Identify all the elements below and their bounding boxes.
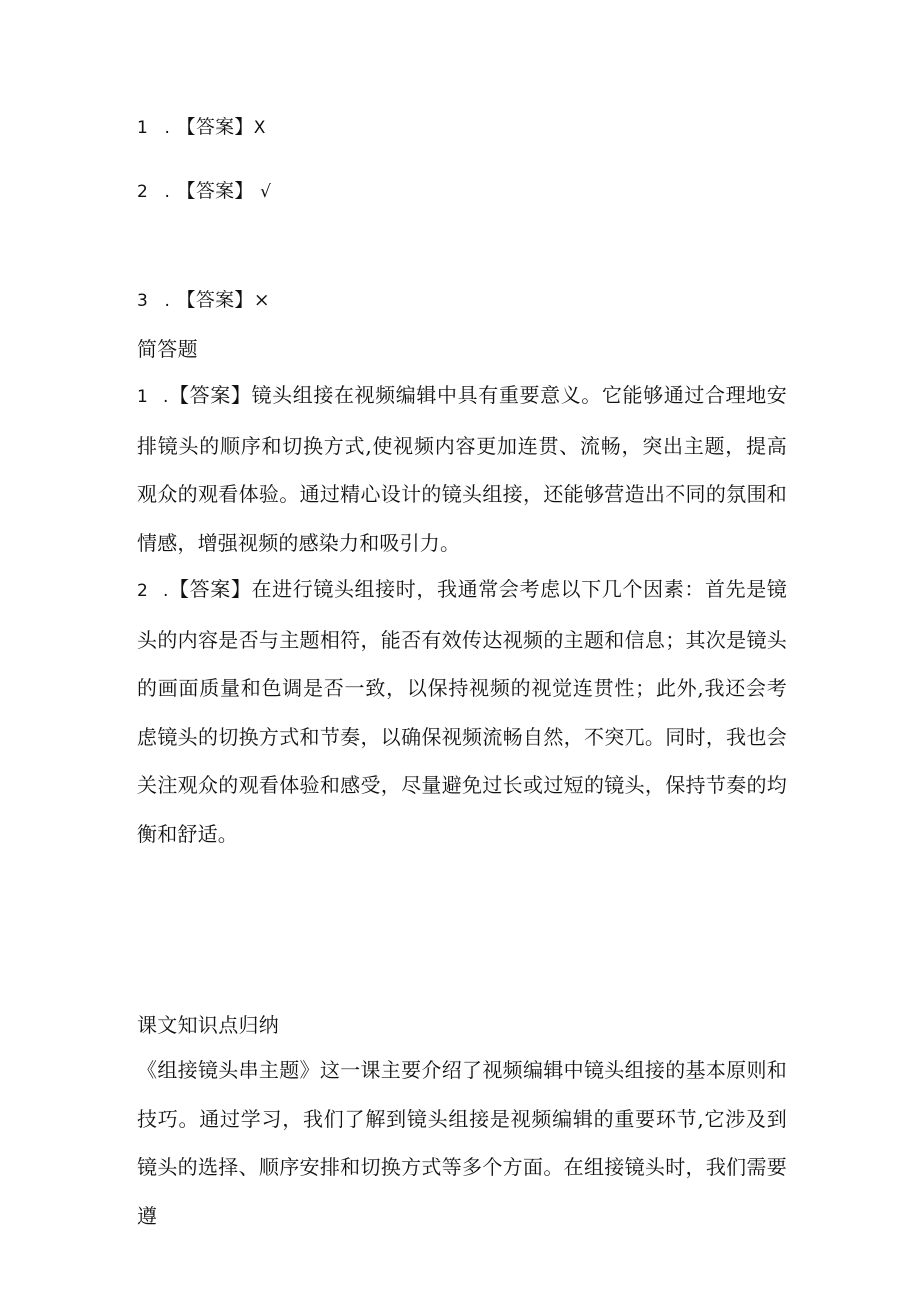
item-separator: . [164, 182, 171, 202]
answer-label: 【答案】 [168, 383, 252, 407]
item-number: 3 [137, 291, 149, 311]
answer-label: 【答案】 [176, 180, 254, 202]
answer-value: √ [260, 182, 272, 202]
summary-heading: 课文知识点归纳 [137, 1013, 280, 1037]
answer-text: 在进行镜头组接时，我通常会考虑以下几个因素：首先是镜头的内容是否与主题相符，能否有效传达视频的主题和信息；其次是镜头的画面质量和色调是否一致，以保持视频的视觉连贯性；此外,我还会考虑镜头的切换方式和节奏，以确保视频流畅自然，不突兀。同时，我也会关注观众的观看体验和感受，尽量避免过长或过短的镜头，保持节奏的均衡和舒适。 [137, 577, 788, 846]
item-separator: . [164, 291, 171, 311]
short-answer-1 [137, 371, 787, 567]
item-separator: . [164, 118, 171, 138]
short-answer-heading: 简答题 [137, 337, 198, 361]
answer-label: 【答案】 [176, 116, 254, 138]
item-number: 1 [137, 118, 149, 138]
answer-text: 镜头组接在视频编辑中具有重要意义。它能够通过合理地安排镜头的顺序和切换方式,使视频内容更加连贯、流畅，突出主题，提高观众的观看体验。通过精心设计的镜头组接，还能够营造出不同的氛围和情感，增强视频的感染力和吸引力。 [137, 383, 788, 555]
item-separator: . [163, 387, 169, 407]
answer-value: × [253, 289, 270, 311]
summary-text: 《组接镜头串主题》这一课主要介绍了视频编辑中镜头组接的基本原则和技巧。通过学习，我们了解到镜头组接是视频编辑的重要环节,它涉及到镜头的选择、顺序安排和切换方式等多个方面。在组接镜头时，我们需要遵 [137, 1058, 787, 1228]
answer-label: 【答案】 [168, 577, 252, 601]
answer-label: 【答案】 [176, 289, 254, 311]
item-separator: . [163, 581, 169, 601]
tf-answer-1 [137, 114, 266, 141]
tf-answer-2 [137, 178, 271, 205]
item-number: 2 [137, 182, 149, 202]
answer-value: X [253, 118, 266, 138]
item-number: 1 [137, 387, 149, 407]
tf-answer-3 [137, 287, 270, 314]
short-answer-2 [137, 565, 787, 858]
item-number: 2 [137, 581, 149, 601]
